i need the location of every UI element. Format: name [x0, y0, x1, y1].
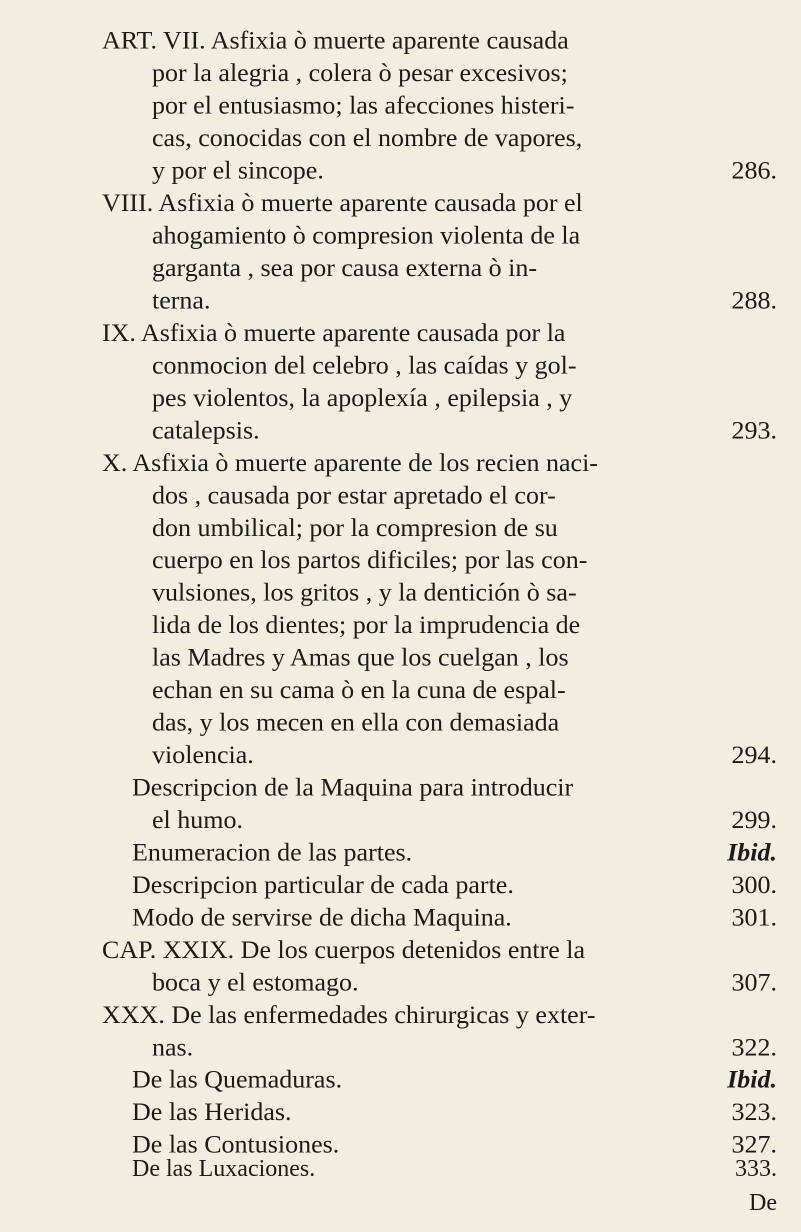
page-number: Ibid. — [727, 838, 777, 867]
text-line: terna. — [152, 286, 211, 315]
page-number: 301. — [731, 903, 777, 932]
text-line: pes violentos, la apoplexía , epilepsia , y — [152, 383, 573, 412]
text-line: por el entusiasmo; las afecciones histeri- — [152, 91, 575, 120]
page-number: Ibid. — [727, 1065, 777, 1094]
text-line: Modo de servirse de dicha Maquina. — [132, 903, 512, 932]
text-line: catalepsis. — [152, 416, 260, 445]
text-line: el humo. — [152, 806, 243, 834]
text-line: ahogamiento ò compresion violenta de la — [152, 221, 581, 250]
text-line: boca y el estomago. — [152, 968, 359, 997]
text-line: VIII. Asfixia ò muerte aparente causada por el — [102, 189, 583, 217]
page-number: 299. — [731, 806, 777, 834]
page-number: 322. — [731, 1033, 777, 1062]
text-line: IX. Asfixia ò muerte aparente causada por la — [102, 318, 566, 347]
text-line: dos , causada por estar apretado el cor- — [152, 481, 556, 510]
text-line: vulsiones, los gritos , y la dentición ò sa- — [152, 578, 577, 607]
text-line: y por el sincope. — [152, 156, 324, 185]
page-number: 323. — [731, 1098, 777, 1126]
text-line: De las Contusiones. — [132, 1130, 340, 1159]
text-line: das, y los mecen en ella con demasiada — [152, 708, 560, 737]
text-line: CAP. XXIX. De los cuerpos detenidos entre la — [102, 935, 586, 964]
text-line: De las Heridas. — [132, 1098, 292, 1126]
page-number: 294. — [731, 741, 777, 769]
text-line: De las Luxaciones. — [132, 1156, 316, 1182]
text-line: cas, conocidas con el nombre de vapores, — [152, 124, 583, 152]
text-line: Descripcion particular de cada parte. — [132, 870, 514, 899]
text-line: De las Quemaduras. — [132, 1065, 343, 1094]
text-line: Descripcion de la Maquina para introducir — [132, 773, 574, 802]
page-number: 327. — [731, 1130, 777, 1159]
text-line: violencia. — [152, 741, 254, 769]
page-number: 333. — [735, 1156, 777, 1182]
text-line: por la alegria , colera ò pesar excesivos; — [152, 59, 568, 87]
text-line: XXX. De las enfermedades chirurgicas y exter- — [102, 1000, 596, 1029]
catchword: De — [749, 1190, 777, 1216]
text-line: X. Asfixia ò muerte aparente de los recien naci- — [102, 448, 598, 477]
text-line: lida de los dientes; por la imprudencia de — [152, 611, 581, 639]
text-line: echan en su cama ò en la cuna de espal- — [152, 676, 566, 704]
page-number: 286. — [731, 156, 777, 185]
text-line: Enumeracion de las partes. — [132, 838, 413, 867]
page-number: 307. — [731, 968, 777, 997]
page-number: 293. — [731, 416, 777, 445]
text-line: don umbilical; por la compresion de su — [152, 513, 558, 542]
text-line: nas. — [152, 1033, 194, 1062]
page-number: 288. — [731, 286, 777, 315]
text-line: cuerpo en los partos dificiles; por las con- — [152, 546, 588, 574]
text-line: las Madres y Amas que los cuelgan , los — [152, 643, 569, 672]
text-line: ART. VII. Asfixia ò muerte aparente causada — [102, 26, 569, 55]
page-number: 300. — [731, 870, 777, 899]
text-line: garganta , sea por causa externa ò in- — [152, 254, 538, 282]
text-line: conmocion del celebro , las caídas y gol- — [152, 351, 577, 380]
